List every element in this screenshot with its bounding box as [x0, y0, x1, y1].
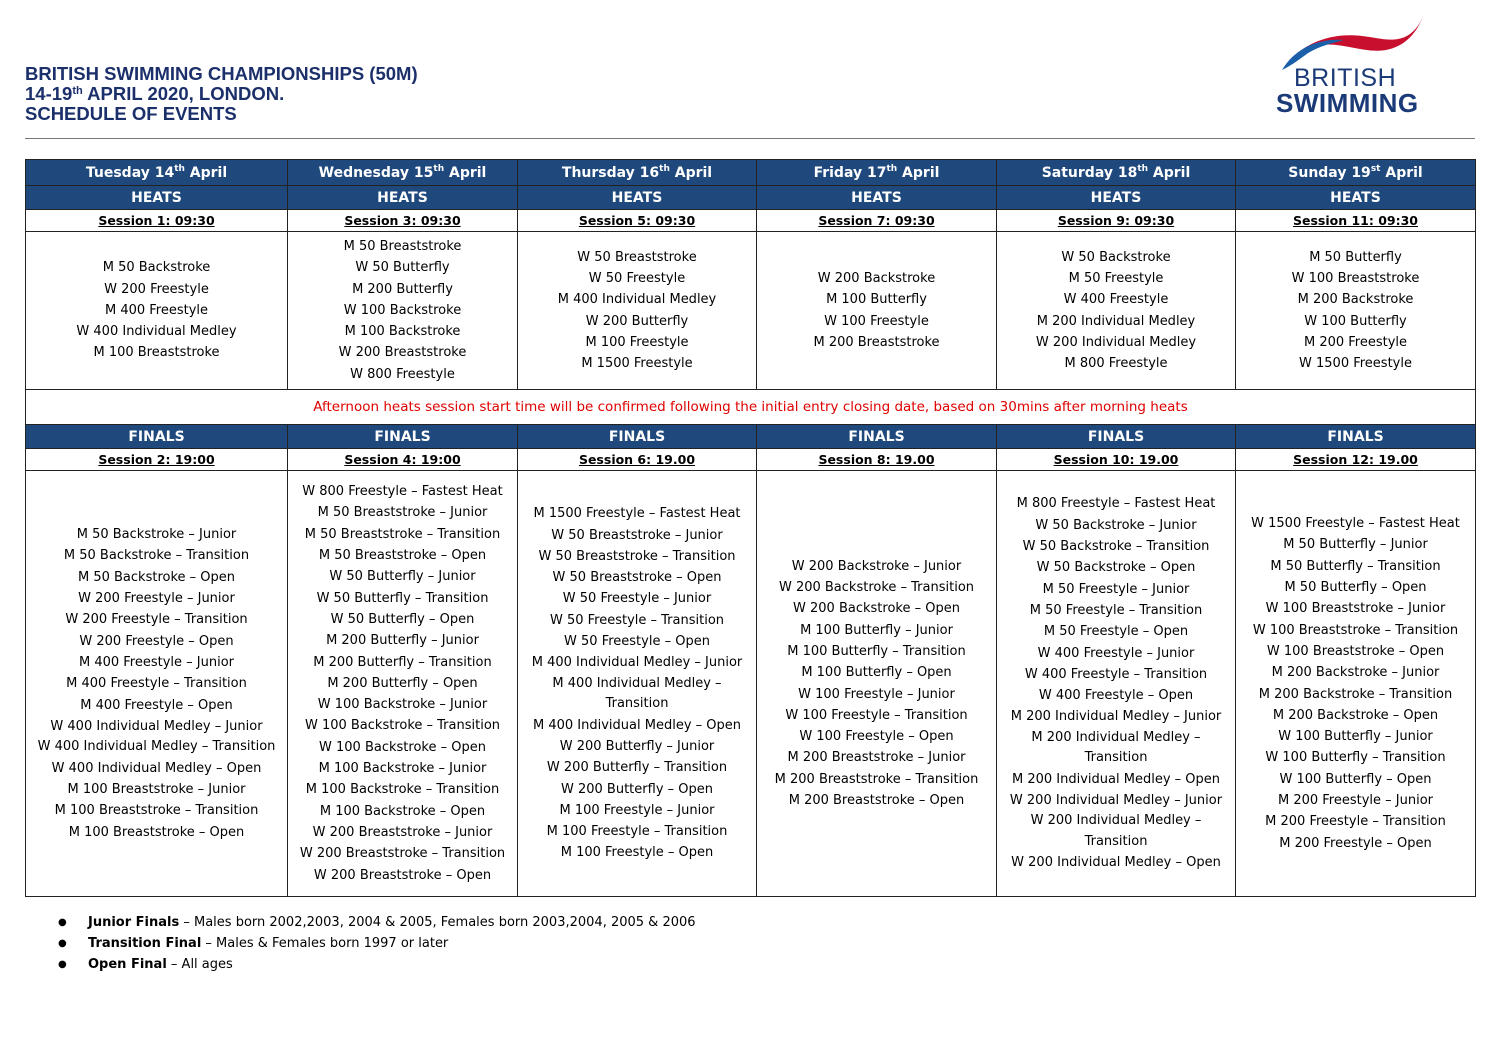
event-item: W 200 Breaststroke [338, 345, 467, 361]
day-month: April [184, 164, 228, 181]
event-item: M 400 Freestyle – Junior [78, 654, 235, 670]
session-time: Session 7: 09:30 [818, 213, 935, 228]
event-item: W 50 Butterfly – Transition [316, 590, 489, 606]
event-item: W 50 Freestyle – Open [564, 634, 710, 650]
event-item: M 100 Backstroke – Open [319, 803, 486, 819]
event-item: W 400 Freestyle [1063, 292, 1169, 308]
heats-label: HEATS [288, 186, 518, 210]
title-location: APRIL 2020, LONDON. [82, 83, 285, 104]
day-header [26, 160, 288, 186]
event-item: M 400 Freestyle – Open [80, 697, 233, 713]
event-item: M 200 Butterfly – Junior [326, 633, 479, 649]
event-item: M 200 Freestyle – Open [1279, 835, 1432, 851]
legend-description: – Males born 2002,2003, 2004 & 2005, Females born 2003,2004, 2005 & 2006 [179, 915, 696, 930]
event-item: W 100 Backstroke – Open [319, 739, 486, 755]
legend-description: – Males & Females born 1997 or later [201, 936, 449, 951]
event-item: W 1500 Freestyle – Fastest Heat [1251, 516, 1460, 532]
event-item: M 200 Butterfly – Transition [313, 654, 492, 670]
title-line-2 [25, 84, 418, 104]
event-item: M 400 Freestyle – Transition [66, 676, 247, 692]
title-ordinal: th [72, 85, 83, 97]
event-item: M 200 Individual Medley – Junior [1010, 709, 1222, 725]
event-item: W 400 Freestyle – Open [1038, 688, 1194, 704]
event-item: M 50 Breaststroke [343, 238, 462, 254]
event-item: W 200 Butterfly [585, 313, 689, 329]
bullet-icon: ● [58, 959, 67, 970]
event-item: M 400 Freestyle [104, 302, 209, 318]
header-divider [25, 138, 1475, 139]
day-header [757, 160, 997, 186]
event-item: W 100 Butterfly – Junior [1278, 729, 1433, 745]
event-item: M 1500 Freestyle [581, 356, 693, 372]
event-item: W 100 Freestyle [824, 313, 929, 329]
heats-session-time [997, 210, 1236, 232]
event-item: W 50 Freestyle [588, 270, 686, 286]
event-item: W 200 Individual Medley – Junior [1009, 792, 1223, 808]
event-item: W 50 Butterfly – Open [330, 611, 475, 627]
event-item: M 100 Backstroke – Junior [318, 761, 487, 777]
session-time: Session 10: 19.00 [1053, 452, 1179, 467]
event-item: M 50 Backstroke – Open [77, 569, 235, 585]
event-item: W 50 Breaststroke – Transition [538, 548, 736, 564]
finals-session-time [26, 449, 288, 471]
event-item: M 400 Individual Medley – Junior [531, 655, 743, 671]
event-item: M 100 Breaststroke – Open [68, 824, 245, 840]
event-item: W 200 Butterfly – Transition [546, 760, 728, 776]
event-item: W 100 Butterfly – Open [1279, 771, 1432, 787]
day-name: Wednesday 15 [318, 164, 434, 181]
day-ordinal: st [1370, 163, 1381, 174]
day-header [1236, 160, 1476, 186]
finals-event-list [288, 471, 518, 897]
event-item: W 400 Individual Medley – Open [51, 760, 262, 776]
event-item: W 50 Freestyle – Junior [562, 591, 712, 607]
logo-swoosh-icon [1270, 10, 1430, 70]
heats-label: HEATS [997, 186, 1236, 210]
event-item: W 800 Freestyle – Fastest Heat [302, 484, 503, 500]
british-swimming-logo [1270, 10, 1430, 118]
day-name: Sunday 19 [1288, 164, 1371, 181]
finals-session-row [26, 449, 1476, 471]
event-item: W 100 Breaststroke – Transition [1252, 622, 1459, 638]
finals-label: FINALS [26, 425, 288, 449]
event-item: W 200 Backstroke – Open [793, 601, 960, 617]
day-ordinal: th [174, 163, 185, 174]
finals-label: FINALS [997, 425, 1236, 449]
day-name: Friday 17 [813, 164, 887, 181]
heats-label: HEATS [1236, 186, 1476, 210]
session-time: Session 9: 09:30 [1057, 213, 1175, 228]
finals-label: FINALS [1236, 425, 1476, 449]
event-item: M 100 Butterfly [826, 292, 927, 308]
event-item: M 200 Butterfly – Open [327, 675, 478, 691]
legend-term: Junior Finals [88, 915, 180, 930]
event-item: W 50 Backstroke [1061, 249, 1171, 265]
event-item: M 100 Butterfly – Transition [787, 643, 966, 659]
title-line-1: BRITISH SWIMMING CHAMPIONSHIPS (50M) [25, 63, 418, 84]
legend-term: Open Final [88, 957, 167, 972]
session-time: Session 4: 19:00 [344, 452, 461, 467]
event-item: W 50 Breaststroke – Junior [551, 527, 723, 543]
event-item: M 400 Individual Medley – Open [533, 717, 741, 733]
event-item: M 50 Backstroke [102, 260, 211, 276]
finals-event-list [1236, 471, 1476, 897]
bullet-icon: ● [58, 938, 67, 949]
legend-description: – All ages [166, 957, 233, 972]
day-month: April [444, 164, 487, 181]
event-item: W 200 Freestyle [104, 281, 209, 297]
afternoon-heats-note: Afternoon heats session start time will be confirmed following the initial entry closing date, based on 30mins after morning heats [26, 390, 1476, 425]
finals-label-row [26, 425, 1476, 449]
event-item: M 1500 Freestyle – Fastest Heat [533, 506, 741, 522]
event-item: W 400 Individual Medley – Junior [50, 718, 263, 734]
event-item: M 50 Breaststroke – Junior [317, 505, 488, 521]
legend-item [58, 912, 696, 933]
event-item: M 200 Backstroke – Open [1272, 707, 1439, 723]
day-header [518, 160, 757, 186]
session-time: Session 12: 19.00 [1293, 452, 1418, 467]
event-item: M 100 Freestyle – Open [560, 845, 714, 861]
schedule-table [25, 159, 1476, 897]
event-item: M 50 Freestyle – Transition [1029, 602, 1203, 618]
event-item: W 400 Freestyle – Transition [1024, 666, 1208, 682]
event-item: W 100 Breaststroke – Open [1266, 643, 1445, 659]
event-item: W 200 Backstroke – Junior [791, 558, 962, 574]
day-header [288, 160, 518, 186]
legend-item [58, 933, 696, 954]
event-item: W 400 Freestyle – Junior [1037, 645, 1195, 661]
day-ordinal: th [886, 163, 898, 174]
finals-events-row [26, 471, 1476, 897]
event-item: W 400 Individual Medley [76, 324, 237, 340]
event-item: M 100 Freestyle [585, 334, 689, 350]
day-month: April [669, 164, 713, 181]
event-item: M 200 Breaststroke [813, 334, 940, 350]
heats-event-list [1236, 232, 1476, 390]
legend-item [58, 954, 696, 975]
session-time: Session 3: 09:30 [344, 213, 461, 228]
event-item: W 400 Individual Medley – Transition [37, 739, 276, 755]
event-item: M 200 Individual Medley – Open [1012, 771, 1220, 787]
session-time: Session 8: 19.00 [818, 452, 935, 467]
event-item: W 200 Butterfly – Open [561, 781, 713, 797]
day-name: Tuesday 14 [85, 164, 175, 181]
event-item: M 200 Freestyle [1303, 334, 1408, 350]
note-row [26, 390, 1476, 425]
event-item: M 200 Backstroke – Junior [1271, 665, 1440, 681]
finals-event-list [518, 471, 757, 897]
event-item: M 200 Backstroke – Transition [1258, 686, 1453, 702]
event-item: W 200 Individual Medley [1035, 334, 1197, 350]
event-item: M 50 Backstroke – Junior [76, 527, 237, 543]
event-item: M 100 Backstroke [344, 324, 461, 340]
heats-event-list [518, 232, 757, 390]
event-item: W 200 Breaststroke – Junior [312, 824, 493, 840]
title-dates: 14-19 [25, 83, 73, 104]
finals-session-time [997, 449, 1236, 471]
event-item: M 100 Freestyle – Transition [546, 824, 728, 840]
event-item: M 200 Breaststroke – Transition [774, 771, 979, 787]
finals-event-list [997, 471, 1236, 897]
event-item: M 50 Freestyle – Open [1043, 624, 1189, 640]
finals-session-time [288, 449, 518, 471]
day-ordinal: th [433, 163, 445, 174]
heats-session-row [26, 210, 1476, 232]
event-item: W 100 Butterfly [1304, 313, 1407, 329]
event-item: M 200 Freestyle – Junior [1277, 792, 1434, 808]
finals-session-time [1236, 449, 1476, 471]
event-item: W 200 Breaststroke – Transition [299, 846, 506, 862]
event-item: M 800 Freestyle – Fastest Heat [1016, 496, 1216, 512]
event-item: M 50 Butterfly – Junior [1283, 537, 1428, 553]
heats-label: HEATS [757, 186, 997, 210]
event-item: W 100 Freestyle – Junior [798, 686, 955, 702]
day-month: April [897, 164, 940, 181]
event-item: M 400 Individual Medley [557, 292, 717, 308]
heats-session-time [26, 210, 288, 232]
bullet-icon: ● [58, 917, 67, 928]
event-item: M 200 Breaststroke – Open [788, 792, 965, 808]
finals-session-time [518, 449, 757, 471]
heats-event-list [997, 232, 1236, 390]
event-item: M 50 Backstroke – Transition [63, 548, 250, 564]
event-item: W 100 Backstroke [343, 302, 462, 318]
finals-label: FINALS [288, 425, 518, 449]
event-item: W 800 Freestyle [350, 366, 455, 382]
event-item: M 100 Breaststroke – Junior [67, 781, 246, 797]
event-item: W 1500 Freestyle [1299, 356, 1412, 372]
event-item: W 50 Backstroke – Junior [1035, 517, 1197, 533]
event-item: M 50 Butterfly – Open [1284, 580, 1427, 596]
event-item: M 200 Individual Medley – Transition [1031, 729, 1201, 766]
event-item: W 100 Breaststroke [1291, 270, 1420, 286]
event-item: W 100 Freestyle – Open [799, 729, 954, 745]
event-item: M 50 Butterfly [1309, 249, 1402, 265]
day-name: Thursday 16 [561, 164, 660, 181]
session-time: Session 11: 09:30 [1292, 213, 1419, 228]
event-item: W 50 Backstroke – Open [1036, 560, 1196, 576]
event-item: M 100 Freestyle – Junior [559, 802, 715, 818]
event-item: M 800 Freestyle [1064, 356, 1168, 372]
event-item: M 100 Butterfly – Junior [800, 622, 953, 638]
finals-session-time [757, 449, 997, 471]
day-ordinal: th [1137, 163, 1149, 174]
event-item: M 100 Butterfly – Open [801, 665, 952, 681]
day-header [997, 160, 1236, 186]
finals-label: FINALS [518, 425, 757, 449]
event-item: W 100 Backstroke – Transition [304, 718, 501, 734]
session-time: Session 2: 19:00 [98, 452, 215, 467]
heats-events-row [26, 232, 1476, 390]
event-item: M 400 Individual Medley – Transition [552, 675, 722, 712]
event-item: W 50 Butterfly [355, 260, 450, 276]
event-item: M 100 Backstroke – Transition [305, 782, 500, 798]
event-item: W 200 Backstroke – Transition [778, 580, 975, 596]
event-item: M 200 Butterfly [352, 281, 453, 297]
event-item: M 50 Freestyle – Junior [1042, 581, 1190, 597]
event-item: M 100 Breaststroke [93, 345, 220, 361]
heats-label-row [26, 186, 1476, 210]
day-ordinal: th [659, 163, 670, 174]
event-item: W 200 Breaststroke – Open [313, 867, 492, 883]
session-time: Session 5: 09:30 [578, 213, 696, 228]
logo-text-british: BRITISH [1294, 64, 1397, 92]
event-item: W 50 Breaststroke [577, 249, 697, 265]
event-item: W 100 Backstroke – Junior [317, 697, 488, 713]
event-item: W 200 Freestyle – Transition [65, 612, 248, 628]
day-name: Saturday 18 [1041, 164, 1138, 181]
event-item: M 50 Butterfly – Transition [1270, 558, 1441, 574]
heats-event-list [757, 232, 997, 390]
day-month: April [1148, 164, 1191, 181]
session-time: Session 6: 19.00 [578, 452, 696, 467]
heats-session-time [1236, 210, 1476, 232]
heats-session-time [518, 210, 757, 232]
event-item: M 200 Individual Medley [1036, 313, 1196, 329]
day-header-row [26, 160, 1476, 186]
event-item: M 200 Freestyle – Transition [1265, 814, 1446, 830]
event-item: W 200 Freestyle – Open [79, 633, 234, 649]
finals-label: FINALS [757, 425, 997, 449]
heats-event-list [26, 232, 288, 390]
event-item: W 100 Freestyle – Transition [785, 707, 968, 723]
finals-event-list [26, 471, 288, 897]
title-line-3: SCHEDULE OF EVENTS [25, 103, 237, 124]
heats-event-list [288, 232, 518, 390]
event-item: W 200 Individual Medley – Transition [1030, 813, 1202, 849]
event-item: W 50 Freestyle – Transition [549, 612, 725, 628]
heats-session-time [288, 210, 518, 232]
event-item: M 200 Breaststroke – Junior [787, 750, 966, 766]
document-title [25, 64, 418, 124]
heats-label: HEATS [518, 186, 757, 210]
event-item: W 50 Breaststroke – Open [552, 570, 722, 586]
day-month: April [1380, 164, 1423, 181]
legend-term: Transition Final [88, 936, 202, 951]
event-item: W 100 Butterfly – Transition [1265, 750, 1446, 766]
event-item: W 200 Freestyle – Junior [78, 591, 235, 607]
event-item: M 50 Breaststroke – Transition [304, 526, 501, 542]
event-item: M 50 Breaststroke – Open [318, 548, 487, 564]
heats-label: HEATS [26, 186, 288, 210]
event-item: M 50 Freestyle [1068, 270, 1164, 286]
session-time: Session 1: 09:30 [98, 213, 215, 228]
event-item: W 50 Butterfly – Junior [329, 569, 476, 585]
event-item: W 200 Butterfly – Junior [559, 738, 715, 754]
logo-text-swimming: SWIMMING [1276, 88, 1419, 118]
heats-session-time [757, 210, 997, 232]
event-item: M 200 Backstroke [1297, 292, 1414, 308]
event-item: W 200 Backstroke [817, 270, 936, 286]
event-item: M 100 Breaststroke – Transition [54, 803, 259, 819]
event-item: W 100 Breaststroke – Junior [1265, 601, 1446, 617]
event-item: W 200 Individual Medley – Open [1011, 855, 1221, 871]
legend [58, 912, 696, 975]
finals-event-list [757, 471, 997, 897]
event-item: W 50 Backstroke – Transition [1022, 539, 1210, 555]
